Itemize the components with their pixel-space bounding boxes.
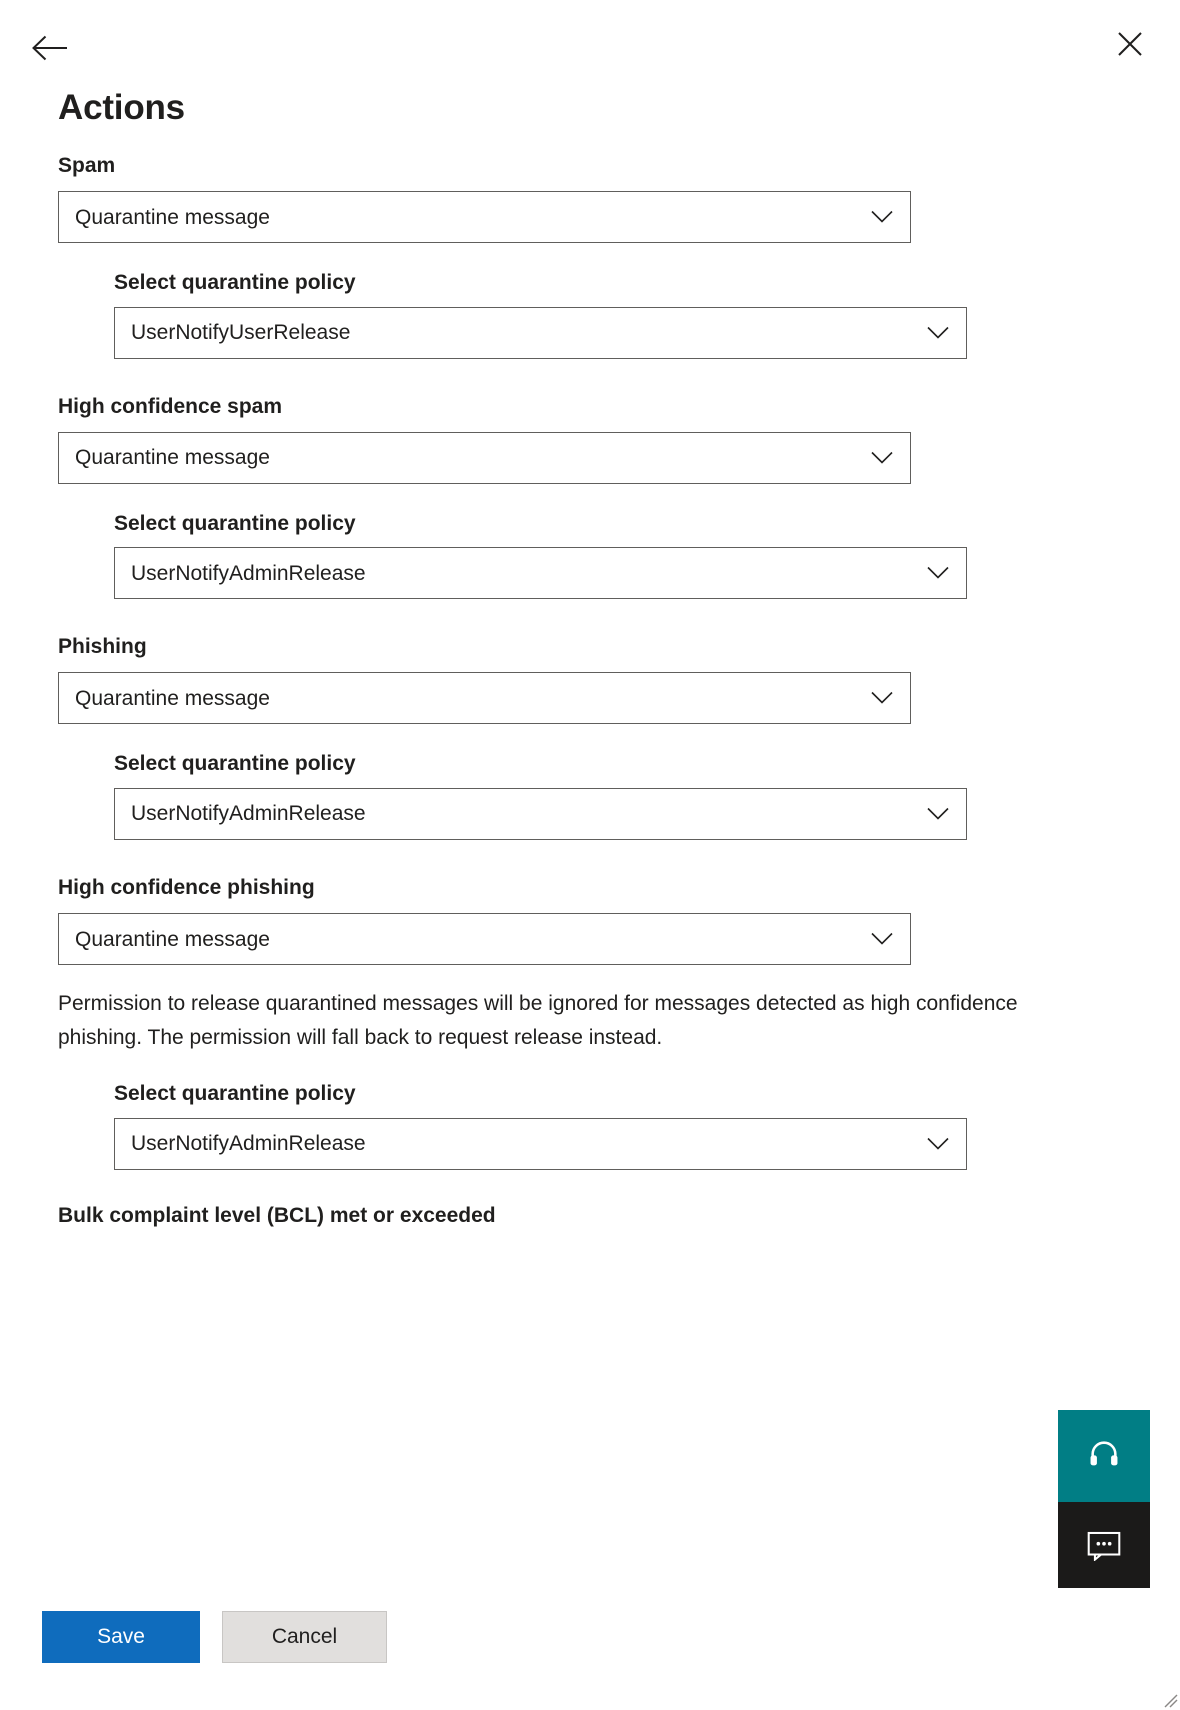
headset-icon	[1087, 1437, 1121, 1476]
label-spam-quarantine-policy: Select quarantine policy	[114, 271, 356, 295]
label-high-confidence-phishing: High confidence phishing	[58, 875, 315, 899]
back-arrow-icon[interactable]	[28, 26, 72, 70]
high-confidence-spam-quarantine-policy-group	[114, 510, 1122, 599]
page-title: Actions	[58, 88, 185, 127]
close-icon[interactable]	[1108, 22, 1152, 66]
label-hcp-quarantine-policy: Select quarantine policy	[114, 1082, 356, 1106]
chevron-down-icon	[870, 205, 894, 229]
spam-quarantine-policy-group	[114, 269, 1122, 358]
label-bulk-complaint-level: Bulk complaint level (BCL) met or exceeded	[58, 1203, 496, 1227]
panel-footer	[0, 1588, 1180, 1710]
floating-widgets	[1058, 1410, 1150, 1594]
panel-header	[0, 0, 1180, 88]
chevron-down-icon	[926, 802, 950, 826]
high-confidence-phishing-quarantine-policy-select[interactable]	[114, 1118, 967, 1170]
high-confidence-spam-quarantine-policy-select[interactable]	[114, 547, 967, 599]
chevron-down-icon	[926, 561, 950, 585]
panel-content	[0, 88, 1180, 1230]
spam-quarantine-policy-value: UserNotifyUserRelease	[131, 321, 351, 345]
hcs-quarantine-policy-value: UserNotifyAdminRelease	[131, 561, 366, 585]
chevron-down-icon	[870, 927, 894, 951]
spam-action-select[interactable]	[58, 191, 911, 243]
phishing-quarantine-policy-value: UserNotifyAdminRelease	[131, 802, 366, 826]
chevron-down-icon	[870, 446, 894, 470]
feedback-widget-button[interactable]	[1058, 1502, 1150, 1594]
phishing-action-value: Quarantine message	[75, 686, 270, 710]
label-spam: Spam	[58, 154, 116, 177]
section-high-confidence-phishing	[58, 874, 1122, 1170]
high-confidence-phishing-action-select[interactable]	[58, 913, 911, 965]
label-phishing-quarantine-policy: Select quarantine policy	[114, 752, 356, 776]
section-high-confidence-spam	[58, 393, 1122, 600]
chevron-down-icon	[926, 321, 950, 345]
help-widget-button[interactable]	[1058, 1410, 1150, 1502]
phishing-quarantine-policy-group	[114, 750, 1122, 839]
phishing-quarantine-policy-select[interactable]	[114, 788, 967, 840]
hcp-quarantine-policy-value: UserNotifyAdminRelease	[131, 1132, 366, 1156]
high-confidence-spam-action-value: Quarantine message	[75, 446, 270, 470]
label-hcs-quarantine-policy: Select quarantine policy	[114, 511, 356, 535]
chevron-down-icon	[926, 1132, 950, 1156]
spam-action-value: Quarantine message	[75, 205, 270, 229]
save-button[interactable]: Save	[42, 1611, 200, 1663]
high-confidence-spam-action-select[interactable]	[58, 432, 911, 484]
label-phishing: Phishing	[58, 635, 147, 659]
label-high-confidence-spam: High confidence spam	[58, 394, 283, 418]
phishing-action-select[interactable]	[58, 672, 911, 724]
cancel-button[interactable]: Cancel	[222, 1611, 387, 1663]
section-phishing	[58, 633, 1122, 840]
spam-quarantine-policy-select[interactable]	[114, 307, 967, 359]
chevron-down-icon	[870, 686, 894, 710]
section-spam	[58, 152, 1122, 359]
high-confidence-phishing-note: Permission to release quarantined messages will be ignored for messages detected as high confidence phishing. The permission will fall back to request release instead.	[58, 992, 1018, 1049]
resize-grip-icon[interactable]	[1164, 1694, 1178, 1708]
high-confidence-phishing-quarantine-policy-group	[114, 1080, 1122, 1169]
feedback-chat-icon	[1087, 1531, 1121, 1566]
high-confidence-phishing-action-value: Quarantine message	[75, 927, 270, 951]
